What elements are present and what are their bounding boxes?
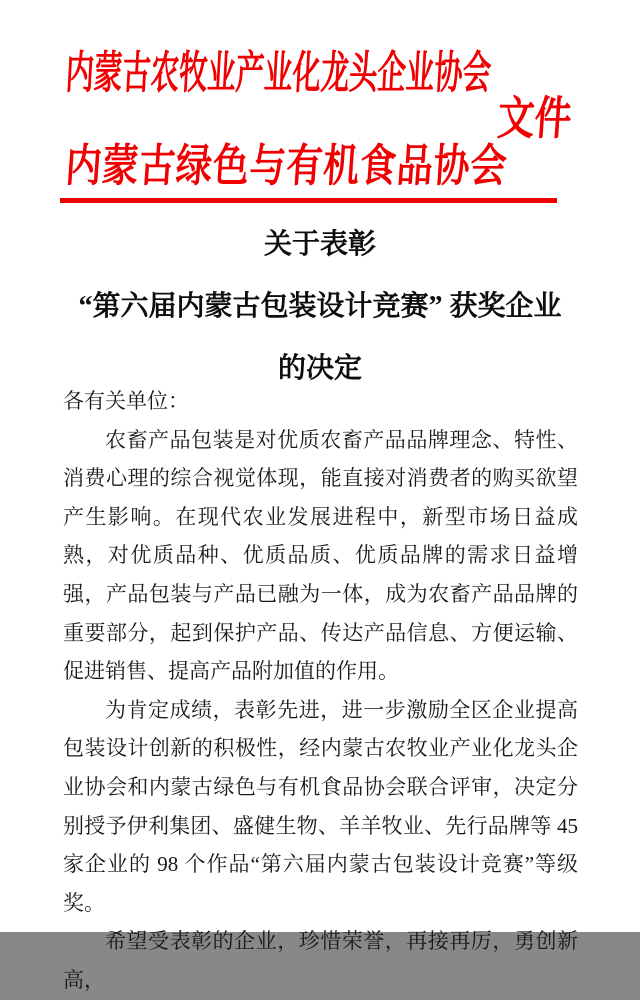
title-line-2: “第六届内蒙古包装设计竞赛” 获奖企业 xyxy=(78,291,562,322)
title-line-3: 的决定 xyxy=(277,353,362,384)
org-name-secondary: 内蒙古绿色与有机食品协会 xyxy=(63,141,510,191)
document-title xyxy=(40,214,600,400)
title-line-1: 关于表彰 xyxy=(263,229,376,260)
document-body xyxy=(63,382,578,1000)
paragraph-3: 希望受表彰的企业，珍惜荣誉，再接再厉，勇创新高， xyxy=(63,929,578,992)
paragraph-2: 为肯定成绩，表彰先进，进一步激励全区企业提高包装设计创新的积极性，经内蒙古农牧业产业化龙头企业协会和内蒙古绿色与有机食品协会联合评审，决定分别授予伊利集团、盛健生物、羊羊牧业、先行品牌等 45 家企业的 98 个作品“第六届内蒙古包装设计竞赛”等级奖。 xyxy=(63,697,578,915)
red-double-divider xyxy=(60,198,557,203)
doc-type-label: 文件 xyxy=(495,93,574,144)
org-name-primary: 内蒙古农牧业产业化龙头企业协会 xyxy=(64,48,493,98)
salutation: 各有关单位： xyxy=(63,389,189,413)
paragraph-1: 农畜产品包装是对优质农畜产品品牌理念、特性、消费心理的综合视觉体现，能直接对消费者的购买欲望产生影响。在现代农业发展进程中，新型市场日益成熟，对优质品种、优质品质、优质品牌的需求日益增强，产品包装与产品已融为一体，成为农畜产品品牌的重要部分，起到保护产品、传达产品信息、方便运输、促进销售、提高产品附加值的作用。 xyxy=(63,427,578,684)
